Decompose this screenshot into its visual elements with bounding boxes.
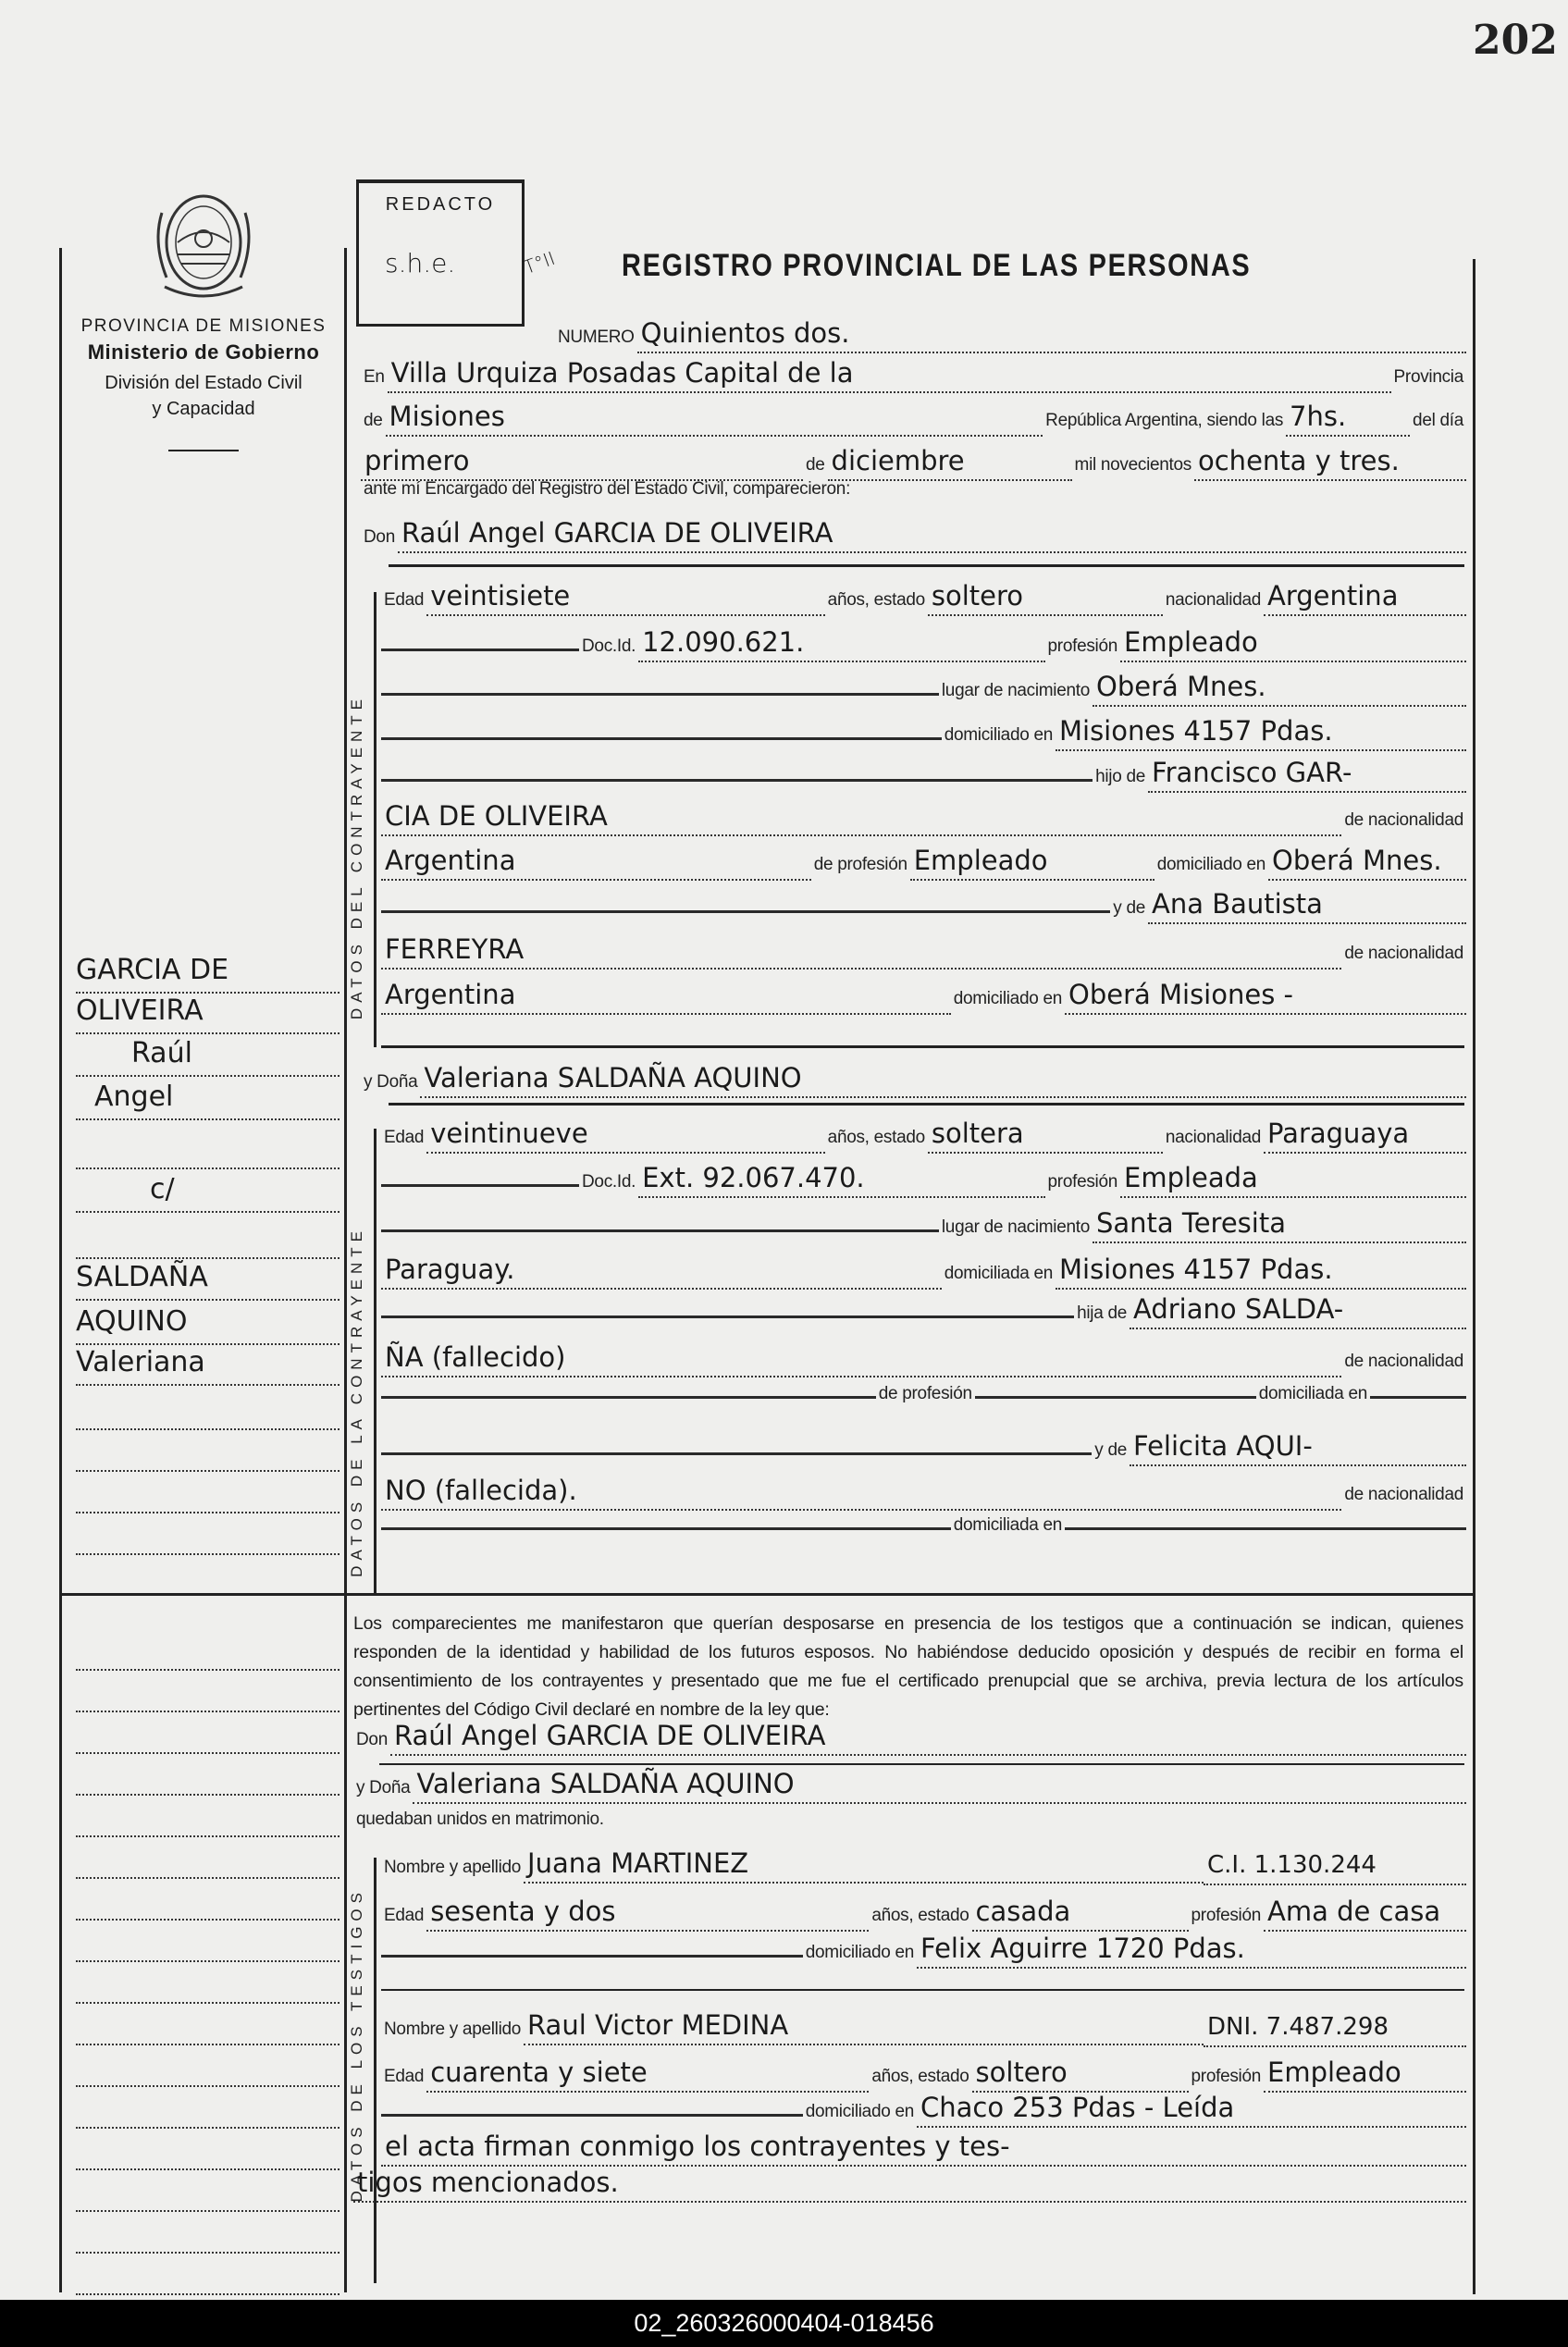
label-del-dia: del día (1413, 411, 1463, 430)
division-line-1: División del Estado Civil (105, 373, 302, 393)
groom-row-padre (381, 754, 1466, 795)
closing-text-1[interactable]: el acta firman conmigo los contrayentes y tes- (381, 2128, 1466, 2167)
margin-dotline (76, 2044, 340, 2087)
label-profesion: profesión (1191, 1906, 1261, 1925)
witness2-row-nombre (381, 2007, 1466, 2047)
margin-dotline (76, 1795, 340, 1837)
label-quedaban: quedaban unidos en matrimonio. (356, 1810, 604, 1829)
row-fecha (361, 442, 1466, 483)
province-name: PROVINCIA DE MISIONES (80, 316, 327, 336)
label-nacionalidad: nacionalidad (1165, 1128, 1261, 1147)
margin-dotline (76, 1471, 340, 1513)
witness2-edad[interactable]: cuarenta y siete (426, 2054, 869, 2093)
label-domiciliado: domiciliado en (1156, 855, 1266, 874)
margin-dotline (76, 1920, 340, 1962)
label-ante-mi: ante mí Encargado del Registro del Estado Civil, comparecieron: (364, 479, 851, 499)
groom-row-domicilio (381, 712, 1466, 753)
blank-field[interactable] (381, 1184, 579, 1187)
closing-row-1 (381, 2128, 1466, 2168)
label-profesion: profesión (1191, 2067, 1261, 2086)
blank-field[interactable] (381, 1229, 939, 1232)
groom-madre-cont[interactable]: FERREYRA (381, 931, 1341, 970)
bride-section-label: DATOS DE LA CONTRAYENTE (348, 1226, 365, 1577)
label-de-nacionalidad: de nacionalidad (1344, 944, 1463, 963)
witness-box-line (374, 1858, 377, 2283)
blank-field[interactable] (381, 1955, 803, 1958)
label-hija-de: hija de (1077, 1303, 1127, 1323)
groom-row-nacimiento (381, 668, 1466, 709)
witness2-profesion[interactable]: Empleado (1264, 2054, 1466, 2093)
label-lugar-nacimiento: lugar de nacimiento (941, 681, 1090, 700)
groom-padre-domicilio[interactable]: Oberá Mnes. (1268, 842, 1466, 881)
label-de-profesion: de profesión (878, 1384, 972, 1403)
page-number: 202 (1473, 17, 1558, 64)
label-domiciliada: domiciliada en (953, 1515, 1062, 1535)
field-dia[interactable]: primero (361, 442, 803, 481)
margin-dotline (76, 2169, 340, 2212)
bride-row-doc (381, 1159, 1466, 1200)
label-de: de (806, 455, 825, 475)
label-edad: Edad (384, 2067, 425, 2086)
label-domiciliado: domiciliado en (805, 1943, 914, 1962)
blank-field[interactable] (975, 1396, 1256, 1399)
witness1-nombre[interactable]: Juana MARTINEZ (524, 1845, 1204, 1884)
witness1-row-domicilio (381, 1930, 1466, 1970)
divider (389, 1103, 1464, 1106)
field-lugar[interactable]: Villa Urquiza Posadas Capital de la (388, 354, 1391, 393)
label-estado: años, estado (827, 1128, 925, 1147)
decl-contrayenta[interactable]: Valeriana SALDAÑA AQUINO (413, 1765, 1466, 1804)
label-domiciliado: domiciliado en (805, 2102, 914, 2121)
row-provincia (361, 398, 1466, 439)
margin-name: OLIVEIRA (76, 992, 340, 1034)
margin-name: AQUINO (76, 1303, 340, 1345)
row-decl-don (353, 1717, 1466, 1758)
division-name (65, 370, 342, 422)
label-nombre: Nombre y apellido (384, 2020, 522, 2039)
label-estado: años, estado (871, 1906, 969, 1925)
label-lugar-nacimiento: lugar de nacimiento (941, 1217, 1090, 1237)
bride-row-domicilio (381, 1251, 1466, 1291)
bride-padre-cont[interactable]: ÑA (fallecido) (381, 1339, 1341, 1377)
divider (344, 1593, 1474, 1596)
bride-madre[interactable]: Felicita AQUI- (1130, 1427, 1466, 1466)
bride-doc[interactable]: Ext. 92.067.470. (638, 1159, 1044, 1198)
bride-row-madre (381, 1427, 1466, 1468)
margin-name: SALDAÑA (76, 1258, 340, 1301)
blank-field[interactable] (381, 1396, 876, 1399)
groom-row-edad (381, 577, 1466, 618)
label-don: Don (356, 1730, 388, 1749)
label-doc: Doc.Id. (582, 1172, 636, 1192)
bride-row-padre (381, 1291, 1466, 1331)
closing-text-2[interactable]: tigos mencionados. (353, 2164, 1466, 2203)
bride-row-madre-2 (381, 1472, 1466, 1513)
label-edad: Edad (384, 1128, 425, 1147)
groom-edad[interactable]: veintisiete (426, 577, 824, 616)
blank-field[interactable] (381, 737, 942, 740)
margin-dotline (76, 1217, 340, 1259)
label-y-de: y de (1094, 1440, 1127, 1460)
margin-name: Valeriana (76, 1343, 340, 1386)
blank-field[interactable] (381, 1452, 1092, 1455)
redacto-note: s.h.e. (385, 248, 456, 278)
label-domiciliado: domiciliado en (953, 989, 1062, 1008)
margin-dotline (76, 1513, 340, 1555)
bride-nacimiento[interactable]: Santa Teresita (1093, 1204, 1466, 1243)
groom-padre-nacionalidad[interactable]: Argentina (381, 842, 811, 881)
row-dona (361, 1059, 1466, 1100)
field-contrayente[interactable]: Raúl Angel GARCIA DE OLIVEIRA (398, 514, 1466, 553)
footer-id: 02_260326000404-018456 (0, 2300, 1568, 2347)
bride-row-nacimiento (381, 1204, 1466, 1245)
bride-estado[interactable]: soltera (928, 1115, 1163, 1154)
label-doc: Doc.Id. (582, 636, 636, 656)
bride-domicilio[interactable]: Misiones 4157 Pdas. (1056, 1251, 1466, 1290)
witness-section-label: DATOS DE LOS TESTIGOS (348, 1887, 365, 2203)
label-de-nacionalidad: de nacionalidad (1344, 1352, 1463, 1371)
groom-nacimiento[interactable]: Oberá Mnes. (1093, 668, 1466, 707)
blank-field[interactable] (381, 1316, 1074, 1318)
margin-dotline (76, 1878, 340, 1921)
row-lugar (361, 354, 1466, 395)
margin-dotline (76, 2253, 340, 2295)
groom-doc[interactable]: 12.090.621. (638, 624, 1044, 662)
bride-nacionalidad[interactable]: Paraguaya (1264, 1115, 1466, 1154)
margin-dotline (76, 1711, 340, 1754)
margin-dotline (76, 1961, 340, 2004)
margin-dotline (76, 1429, 340, 1472)
label-nacionalidad: nacionalidad (1165, 590, 1261, 610)
margin-dotline (76, 1628, 340, 1671)
blank-field[interactable] (1370, 1396, 1466, 1399)
bride-padre[interactable]: Adriano SALDA- (1130, 1291, 1466, 1329)
blank-field[interactable] (381, 910, 1110, 913)
groom-domicilio[interactable]: Misiones 4157 Pdas. (1056, 712, 1466, 751)
groom-row-padre-2 (381, 797, 1466, 838)
groom-row-madre (381, 885, 1466, 926)
margin-dotline (76, 1388, 340, 1430)
groom-box-line (374, 592, 377, 1047)
groom-nacionalidad[interactable]: Argentina (1264, 577, 1466, 616)
page-title: REGISTRO PROVINCIAL DE LAS PERSONAS (622, 248, 1252, 283)
divider (389, 564, 1464, 567)
margin-dotline (76, 2086, 340, 2129)
label-estado: años, estado (871, 2067, 969, 2086)
blank-field[interactable] (381, 2114, 803, 2117)
division-line-2: y Capacidad (152, 399, 255, 419)
label-hijo-de: hijo de (1095, 767, 1145, 786)
label-estado: años, estado (827, 590, 925, 610)
margin-dotline (76, 1670, 340, 1712)
divider (381, 1045, 1464, 1048)
label-mil-novecientos: mil novecientos (1074, 455, 1191, 475)
decl-contrayente[interactable]: Raúl Angel GARCIA DE OLIVEIRA (390, 1717, 1466, 1756)
groom-row-madre-3 (381, 976, 1466, 1017)
label-y-de: y de (1113, 898, 1145, 918)
label-republica: República Argentina, siendo las (1045, 411, 1284, 430)
row-decl-dona (353, 1765, 1466, 1806)
witness1-row-nombre (381, 1845, 1466, 1885)
blank-field[interactable] (1065, 1527, 1466, 1530)
label-edad: Edad (384, 590, 425, 610)
groom-row-padre-3 (381, 842, 1466, 883)
witness1-doc[interactable]: C.I. 1.130.244 (1204, 1847, 1466, 1885)
witness1-row-edad (381, 1893, 1466, 1933)
margin-name: c/ (76, 1170, 340, 1213)
groom-estado[interactable]: soltero (928, 577, 1163, 616)
groom-row-doc (381, 624, 1466, 664)
bride-nacimiento-cont[interactable]: Paraguay. (381, 1251, 942, 1290)
groom-padre-cont[interactable]: CIA DE OLIVEIRA (381, 797, 1341, 836)
label-don: Don (364, 527, 395, 547)
blank-field[interactable] (381, 693, 939, 696)
bride-row-padre-3 (381, 1384, 1466, 1425)
label-profesion: profesión (1047, 1172, 1117, 1192)
label-de-nacionalidad: de nacionalidad (1344, 810, 1463, 830)
column-divider (344, 248, 347, 2292)
field-mes[interactable]: diciembre (828, 442, 1072, 481)
label-domiciliado: domiciliado en (944, 725, 1053, 745)
margin-note: T°II (520, 246, 559, 279)
witness1-domicilio[interactable]: Felix Aguirre 1720 Pdas. (917, 1930, 1466, 1969)
divider (381, 1989, 1464, 1991)
groom-row-madre-2 (381, 931, 1466, 971)
label-de: de (364, 411, 383, 430)
row-don (361, 514, 1466, 555)
witness2-doc[interactable]: DNI. 7.487.298 (1204, 2008, 1466, 2047)
groom-madre-nacionalidad[interactable]: Argentina (381, 976, 951, 1015)
field-provincia[interactable]: Misiones (386, 398, 1043, 437)
groom-profesion[interactable]: Empleado (1120, 624, 1466, 662)
declaration-paragraph: Los comparecientes me manifestaron que querían desposarse en presencia de los testigos que a continuación se indican, quienes responden de la identidad y habilidad de los futuros esposos. No habiéndose deducido oposición y después de recibir en forma el consentimiento de los contrayentes y presentado que me fue el certificado prenupcial que se archiva, previa lectura de los artículos pertinentes del Código Civil declaré en nombre de la ley que: (353, 1613, 1463, 1720)
margin-dotline (76, 2128, 340, 2170)
label-nombre: Nombre y apellido (384, 1858, 522, 1877)
witness2-row-domicilio (381, 2089, 1466, 2130)
groom-madre-domicilio[interactable]: Oberá Misiones - (1065, 976, 1466, 1015)
bride-row-madre-3 (381, 1515, 1466, 1556)
field-numero[interactable]: Quinientos dos. (637, 315, 1466, 353)
redacto-label: REDACTO (385, 194, 496, 215)
bride-row-padre-2 (381, 1339, 1466, 1379)
groom-padre[interactable]: Francisco GAR- (1148, 754, 1466, 793)
groom-padre-profesion[interactable]: Empleado (910, 842, 1154, 881)
blank-field[interactable] (381, 1527, 951, 1530)
witness2-domicilio[interactable]: Chaco 253 Pdas - Leída (917, 2089, 1466, 2128)
label-edad: Edad (384, 1906, 425, 1925)
margin-dotline (76, 2003, 340, 2045)
row-numero (361, 315, 1466, 355)
label-en: En (364, 367, 385, 387)
bride-box-line (374, 1129, 377, 1596)
witness1-profesion[interactable]: Ama de casa (1264, 1893, 1466, 1932)
bride-row-edad (381, 1115, 1466, 1155)
label-domiciliada: domiciliada en (944, 1264, 1053, 1283)
witness1-estado[interactable]: casada (972, 1893, 1189, 1932)
label-domiciliada: domiciliada en (1258, 1384, 1367, 1403)
margin-dotline (76, 1753, 340, 1796)
label-y-dona: y Doña (356, 1778, 411, 1797)
blank-field[interactable] (381, 649, 579, 651)
blank-field[interactable] (381, 779, 1093, 782)
label-de-profesion: de profesión (813, 855, 907, 874)
margin-separator (61, 1593, 344, 1596)
margin-dotline (76, 2211, 340, 2254)
margin-dotline (76, 1127, 340, 1169)
margin-name: GARCIA DE (76, 951, 340, 994)
margin-name: Angel (76, 1078, 340, 1120)
left-border (59, 248, 62, 2292)
label-provincia: Provincia (1393, 367, 1463, 387)
bride-edad[interactable]: veintinueve (426, 1115, 824, 1154)
ministry-name: Ministerio de Gobierno (87, 340, 320, 364)
province-seal-icon (148, 185, 259, 310)
field-anio[interactable]: ochenta y tres. (1194, 442, 1466, 481)
right-border (1473, 259, 1475, 2294)
witness2-nombre[interactable]: Raul Victor MEDINA (524, 2007, 1204, 2045)
label-profesion: profesión (1047, 636, 1117, 656)
margin-name: Raúl (76, 1034, 340, 1077)
closing-row-2 (353, 2164, 1466, 2205)
bride-profesion[interactable]: Empleada (1120, 1159, 1466, 1198)
office-separator (168, 450, 239, 451)
label-numero: NUMERO (558, 327, 635, 347)
label-de-nacionalidad: de nacionalidad (1344, 1485, 1463, 1504)
label-y-dona: y Doña (364, 1072, 418, 1092)
groom-madre[interactable]: Ana Bautista (1148, 885, 1466, 924)
margin-dotline (76, 1836, 340, 1879)
witness1-edad[interactable]: sesenta y dos (426, 1893, 869, 1932)
office-header (65, 316, 342, 422)
witness2-estado[interactable]: soltero (972, 2054, 1189, 2093)
bride-madre-cont[interactable]: NO (fallecida). (381, 1472, 1341, 1511)
field-hora[interactable]: 7hs. (1286, 398, 1410, 437)
redacto-box (356, 179, 525, 327)
field-contrayenta[interactable]: Valeriana SALDAÑA AQUINO (420, 1059, 1466, 1098)
groom-section-label: DATOS DEL CONTRAYENTE (348, 694, 365, 1020)
